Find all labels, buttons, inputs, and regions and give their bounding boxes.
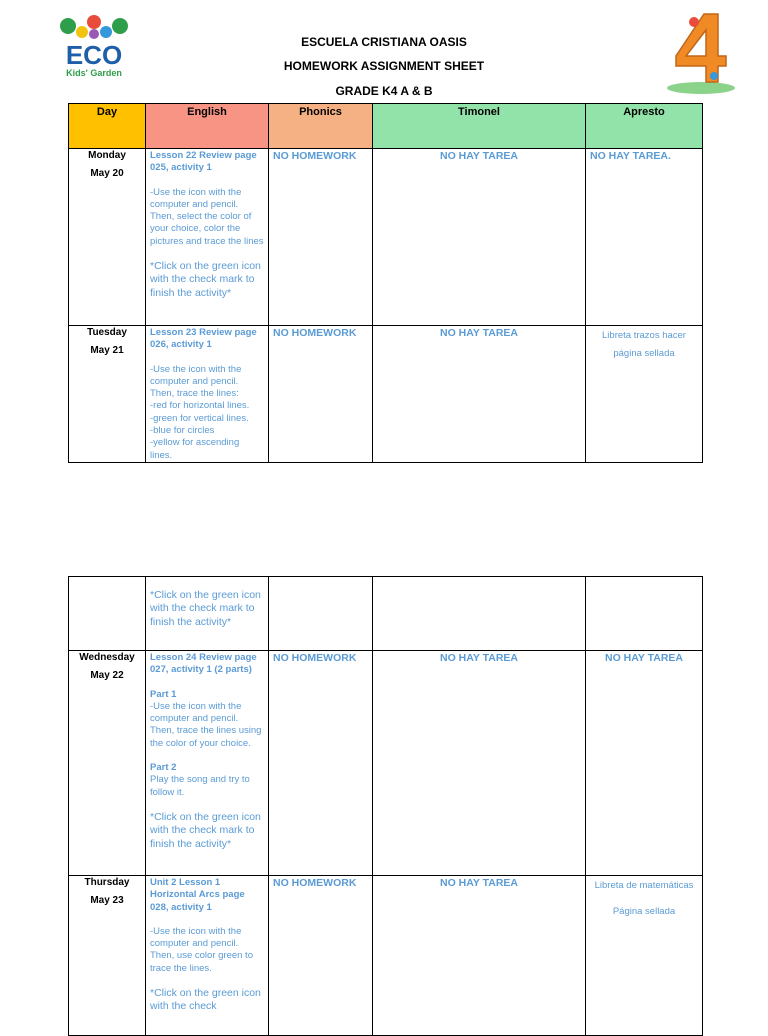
day-cell <box>69 326 146 463</box>
english-cell <box>146 326 269 463</box>
timonel-cell: NO HAY TAREA <box>373 326 586 463</box>
english-instructions: -Use the icon with the computer and pencil. Then, select the color of your choice, color the pictures and trace the lines <box>150 186 264 247</box>
day-cell <box>69 876 146 1036</box>
grade-four-graphic <box>664 6 738 96</box>
english-part-title: Part 2 <box>150 762 177 774</box>
english-click-note: *Click on the green icon with the check mark to finish the activity* <box>150 260 261 299</box>
day-date: May 21 <box>90 345 124 356</box>
day-cell <box>69 651 146 876</box>
phonics-cell: NO HOMEWORK <box>269 651 373 876</box>
day-cell <box>69 149 146 326</box>
day-date: May 22 <box>90 670 124 681</box>
school-name: ESCUELA CRISTIANA OASIS <box>301 35 467 49</box>
apresto-cell: Libreta trazos hacer página sellada <box>586 326 703 463</box>
english-instruction-line: -blue for circles <box>150 425 215 437</box>
phonics-cell: NO HOMEWORK <box>269 326 373 463</box>
english-instruction-line: -Use the icon with the computer and pencil. Then, trace the lines: <box>150 363 242 400</box>
english-lesson-title: Lesson 22 Review page 025, activity 1 <box>150 150 257 174</box>
english-instruction-line: -yellow for ascending lines. <box>150 437 240 461</box>
day-date: May 23 <box>90 895 124 906</box>
timonel-cell: NO HAY TAREA <box>373 651 586 876</box>
table-row <box>69 326 703 463</box>
table-row <box>69 149 703 326</box>
apresto-cell-empty <box>586 577 703 651</box>
apresto-line: Página sellada <box>612 906 676 917</box>
phonics-cell: NO HOMEWORK <box>269 149 373 326</box>
english-cell <box>146 149 269 326</box>
table-header-row <box>69 104 703 149</box>
table-row <box>69 651 703 876</box>
sheet-title: HOMEWORK ASSIGNMENT SHEET <box>283 59 485 73</box>
english-instruction-line: -green for vertical lines. <box>150 412 249 424</box>
apresto-cell: NO HAY TAREA. <box>586 149 703 326</box>
grade-title: GRADE K4 A & B <box>335 84 433 98</box>
svg-text:Kids' Garden: Kids' Garden <box>66 68 122 78</box>
column-header-timonel: Timonel <box>373 104 586 149</box>
phonics-cell-empty <box>269 577 373 651</box>
column-header-apresto: Apresto <box>586 104 703 149</box>
english-lesson-title: Lesson 24 Review page 027, activity 1 (2 parts) <box>150 652 257 676</box>
apresto-line: Libreta de matemáticas <box>594 880 694 891</box>
apresto-cell: NO HAY TAREA <box>586 651 703 876</box>
table-row <box>69 876 703 1036</box>
day-cell-empty <box>69 577 146 651</box>
svg-text:ECO: ECO <box>65 40 123 70</box>
day-name: Thursday <box>84 877 130 888</box>
day-name: Tuesday <box>87 327 127 338</box>
day-name: Monday <box>88 150 126 161</box>
english-lesson-title: Unit 2 Lesson 1 Horizontal Arcs page 028, activity 1 <box>150 877 245 913</box>
homework-table-1 <box>68 103 703 463</box>
english-cell <box>146 651 269 876</box>
column-header-day: Day <box>69 104 146 149</box>
english-part-title: Part 1 <box>150 688 177 700</box>
timonel-cell-empty <box>373 577 586 651</box>
column-header-phonics: Phonics <box>269 104 373 149</box>
timonel-cell: NO HAY TAREA <box>373 149 586 326</box>
english-instruction-line: -red for horizontal lines. <box>150 400 250 412</box>
english-instructions: -Use the icon with the computer and pencil. Then, use color green to trace the lines. <box>150 925 253 974</box>
english-click-note: *Click on the green icon with the check mark to finish the activity* <box>150 810 261 850</box>
timonel-cell: NO HAY TAREA <box>373 876 586 1036</box>
apresto-cell <box>586 876 703 1036</box>
column-header-english: English <box>146 104 269 149</box>
table-row-continued <box>69 577 703 651</box>
english-cell <box>146 577 269 651</box>
homework-table-2 <box>68 576 703 1036</box>
english-click-note: *Click on the green icon with the check mark to finish the activity* <box>150 589 261 628</box>
day-date: May 20 <box>90 168 124 179</box>
day-name: Wednesday <box>79 652 135 663</box>
english-cell <box>146 876 269 1036</box>
english-part-body: Play the song and try to follow it. <box>150 774 250 798</box>
english-part-body: -Use the icon with the computer and pencil. Then, trace the lines using the color of your choice. <box>150 700 262 749</box>
english-click-note: *Click on the green icon with the check <box>150 987 261 1013</box>
phonics-cell: NO HOMEWORK <box>269 876 373 1036</box>
english-lesson-title: Lesson 23 Review page 026, activity 1 <box>150 327 257 351</box>
